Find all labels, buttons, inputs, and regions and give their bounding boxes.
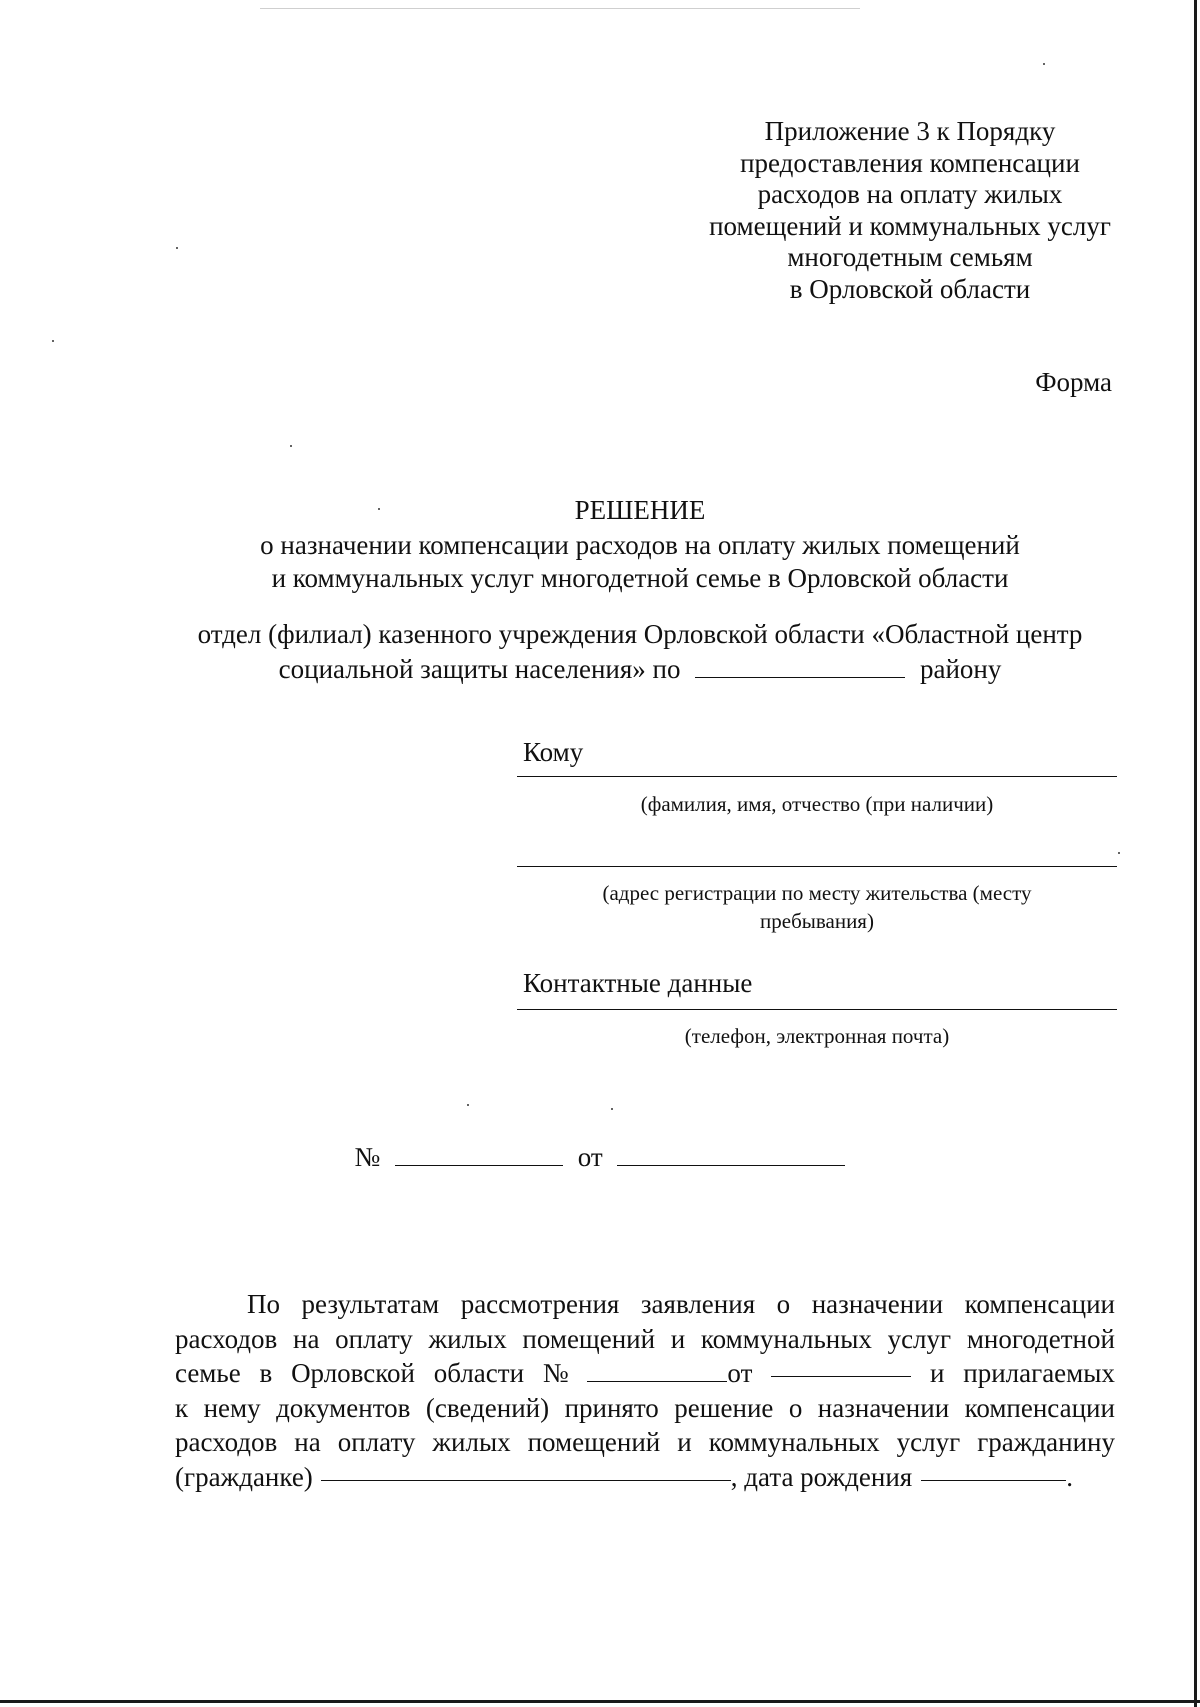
body-word: в xyxy=(259,1358,273,1388)
recipient-name-field[interactable] xyxy=(517,776,1117,777)
birth-date-field[interactable] xyxy=(921,1460,1066,1481)
hint-text: (телефон, электронная почта) xyxy=(684,1024,950,1048)
form-label: Форма xyxy=(1035,367,1112,397)
recipient-name-hint xyxy=(517,790,1117,818)
application-number-field[interactable] xyxy=(587,1361,727,1382)
scan-speck xyxy=(611,1108,613,1110)
body-line xyxy=(175,1391,1115,1426)
body-word: на xyxy=(294,1427,321,1457)
body-word: № xyxy=(542,1358,569,1388)
body-word: расходов xyxy=(175,1323,278,1354)
body-word: . xyxy=(1066,1461,1073,1492)
contacts-field[interactable] xyxy=(517,1009,1117,1010)
body-word: и xyxy=(670,1323,686,1354)
from-label: от xyxy=(577,1142,603,1172)
appendix-line: многодетным семьям xyxy=(787,242,1033,272)
body-word: прилагаемых xyxy=(963,1358,1115,1388)
body-word: на xyxy=(293,1323,320,1354)
body-word: от xyxy=(727,1358,753,1388)
body-word: (сведений) xyxy=(425,1392,550,1423)
body-word: компенсации xyxy=(964,1289,1115,1319)
hint-text: (адрес регистрации по месту жительства (месту xyxy=(602,881,1032,905)
subtitle-line: о назначении компенсации расходов на оплату жилых помещений xyxy=(260,530,1020,560)
body-word: назначении xyxy=(811,1289,944,1319)
body-word: заявления xyxy=(640,1289,756,1319)
department-prefix: социальной защиты населения» по xyxy=(278,654,681,684)
body-word: нему xyxy=(203,1392,261,1423)
scan-speck xyxy=(1118,852,1120,854)
body-word: расходов xyxy=(175,1427,278,1457)
body-line xyxy=(175,1460,1115,1495)
hint-text: пребывания) xyxy=(760,909,874,933)
body-word: документов xyxy=(276,1392,411,1423)
scan-edge-top xyxy=(260,8,860,9)
scan-speck xyxy=(467,1104,469,1106)
body-word: Орловской xyxy=(291,1358,415,1388)
contacts-hint xyxy=(517,1022,1117,1050)
body-word: По xyxy=(247,1289,280,1319)
body-line xyxy=(175,1287,1115,1322)
subtitle-line: и коммунальных услуг многодетной семье в Орловской области xyxy=(271,563,1009,593)
appendix-line: Приложение 3 к Порядку xyxy=(764,116,1056,146)
body-word: коммунальных xyxy=(700,1323,872,1354)
body-word: помещений xyxy=(527,1427,661,1457)
body-word: о xyxy=(788,1392,803,1423)
department-suffix: району xyxy=(919,654,1002,684)
body-word: услуг xyxy=(896,1427,961,1457)
document-title: РЕШЕНИЕ xyxy=(574,495,706,525)
application-number-group xyxy=(587,1356,752,1391)
contacts-label: Контактные данные xyxy=(523,968,753,998)
body-word: гражданину xyxy=(977,1427,1115,1457)
recipient-label: Кому xyxy=(523,737,584,767)
body-word: принято xyxy=(564,1392,659,1423)
body-word: многодетной xyxy=(966,1323,1115,1354)
body-word: коммунальных xyxy=(708,1427,880,1457)
body-word: оплату xyxy=(335,1323,413,1354)
department-line xyxy=(100,652,1180,687)
body-word: рассмотрения xyxy=(460,1289,620,1319)
body-word: результатам xyxy=(301,1289,440,1319)
scan-speck xyxy=(52,340,54,342)
recipient-address-hint xyxy=(517,879,1117,935)
decision-number-field[interactable] xyxy=(395,1145,563,1166)
body-word: назначении xyxy=(817,1392,950,1423)
body-word: о xyxy=(776,1289,791,1319)
body-word: жилых xyxy=(432,1427,511,1457)
body-line xyxy=(175,1356,1115,1391)
department-line: отдел (филиал) казенного учреждения Орловской области «Областной центр xyxy=(197,619,1083,649)
body-word: компенсации xyxy=(964,1392,1115,1423)
scan-speck xyxy=(176,247,178,249)
body-word: семье xyxy=(175,1358,241,1388)
body-word: решение xyxy=(674,1392,774,1423)
body-line xyxy=(175,1425,1115,1460)
body-word: услуг xyxy=(887,1323,952,1354)
body-word: к xyxy=(175,1392,189,1423)
body-word: , дата рождения xyxy=(730,1461,913,1492)
appendix-line: помещений и коммунальных услуг xyxy=(709,210,1111,241)
document-subtitle xyxy=(100,529,1180,595)
application-date-field[interactable] xyxy=(771,1356,911,1377)
body-word: и xyxy=(930,1358,945,1388)
body-word: помещений xyxy=(522,1323,656,1354)
district-blank-field[interactable] xyxy=(695,657,905,678)
scan-speck xyxy=(1043,63,1045,65)
body-word: и xyxy=(677,1427,692,1457)
number-sign: № xyxy=(354,1142,381,1172)
body-word: области xyxy=(433,1358,525,1388)
decision-date-field[interactable] xyxy=(617,1145,845,1166)
appendix-line: расходов на оплату жилых xyxy=(757,179,1063,209)
decision-body xyxy=(175,1287,1115,1494)
scan-speck xyxy=(290,445,292,447)
body-line xyxy=(175,1322,1115,1357)
citizen-name-field[interactable] xyxy=(321,1460,731,1481)
appendix-line: предоставления компенсации xyxy=(740,147,1080,178)
recipient-address-field[interactable] xyxy=(517,866,1117,867)
scan-edge-bottom xyxy=(0,1700,1200,1703)
hint-text: (фамилия, имя, отчество (при наличии) xyxy=(640,792,994,816)
appendix-header xyxy=(620,116,1200,305)
decision-number-line xyxy=(0,1142,1200,1173)
body-word: жилых xyxy=(428,1323,507,1354)
appendix-line: в Орловской области xyxy=(789,273,1031,304)
body-word: (гражданке) xyxy=(175,1461,313,1492)
body-word: оплату xyxy=(337,1427,416,1457)
department-block xyxy=(100,617,1180,687)
